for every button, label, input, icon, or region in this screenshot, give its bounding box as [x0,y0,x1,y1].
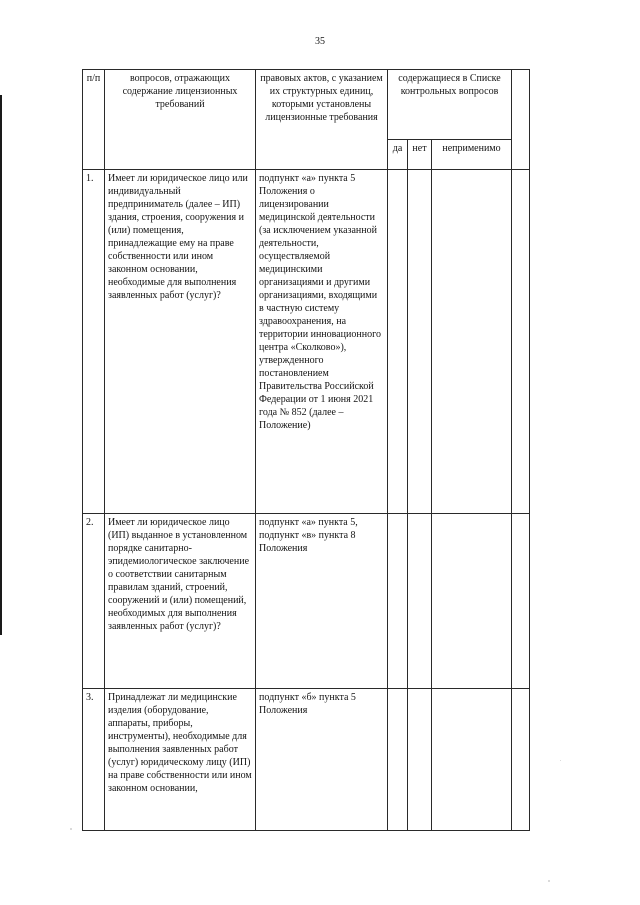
header-yes: да [388,140,408,170]
row-question: Имеет ли юридическое лицо (ИП) выданное в установленном порядке санитарно-эпидемиологическое заключение о соответствии санитарным правилам зданий, строений, сооружений и (или) помещений, необходимых для выполнения заявленных работ (услуг)? [105,514,256,689]
header-question: вопросов, отражающих содержание лицензионных требований [105,70,256,170]
row-answer-no [408,689,432,831]
row-number: 1. [83,170,105,514]
header-row [83,70,530,140]
scan-speck [560,760,561,761]
row-question: Имеет ли юридическое лицо или индивидуальный предприниматель (далее – ИП) здания, строения, сооружения и (или) помещения, принадлежащие ему на праве собственности или ином законном основании, необходимые для выполнения заявленных работ (услуг)? [105,170,256,514]
table-row [83,689,530,831]
row-acts: подпункт «а» пункта 5 Положения о лицензировании медицинской деятельности (за исключением указанной деятельности, осуществляемой медицинскими организациями и другими организациями, входящими в частную систему здравоохранения, на территории инновационного центра «Сколково»), утвержденного постановлением Правительства Российской Федерации от 1 июня 2021 года № 852 (далее – Положение) [256,170,388,514]
row-question: Принадлежат ли медицинские изделия (оборудование, аппараты, приборы, инструменты), необходимые для выполнения заявленных работ (услуг) юридическому лицу (ИП) на праве собственности или ином законном основании, [105,689,256,831]
row-extra [512,170,530,514]
row-extra [512,514,530,689]
row-number: 3. [83,689,105,831]
table-row [83,170,530,514]
header-acts: правовых актов, с указанием их структурных единиц, которыми установлены лицензионные требования [256,70,388,170]
header-extra [512,70,530,170]
table-row [83,514,530,689]
row-answer-yes [388,689,408,831]
row-answer-na [432,514,512,689]
row-answer-yes [388,514,408,689]
row-answer-na [432,170,512,514]
row-answer-yes [388,170,408,514]
row-acts: подпункт «а» пункта 5, подпункт «в» пункта 8 Положения [256,514,388,689]
row-acts: подпункт «б» пункта 5 Положения [256,689,388,831]
checklist-table [82,69,530,831]
scan-speck [70,828,72,830]
row-number: 2. [83,514,105,689]
header-na: неприменимо [432,140,512,170]
header-no: нет [408,140,432,170]
scan-speck [548,880,550,882]
scan-margin-mark [0,95,2,635]
page-number: 35 [315,36,325,47]
row-extra [512,689,530,831]
header-num: п/п [83,70,105,170]
header-answers: содержащиеся в Списке контрольных вопросов [388,70,512,140]
row-answer-no [408,514,432,689]
row-answer-na [432,689,512,831]
row-answer-no [408,170,432,514]
